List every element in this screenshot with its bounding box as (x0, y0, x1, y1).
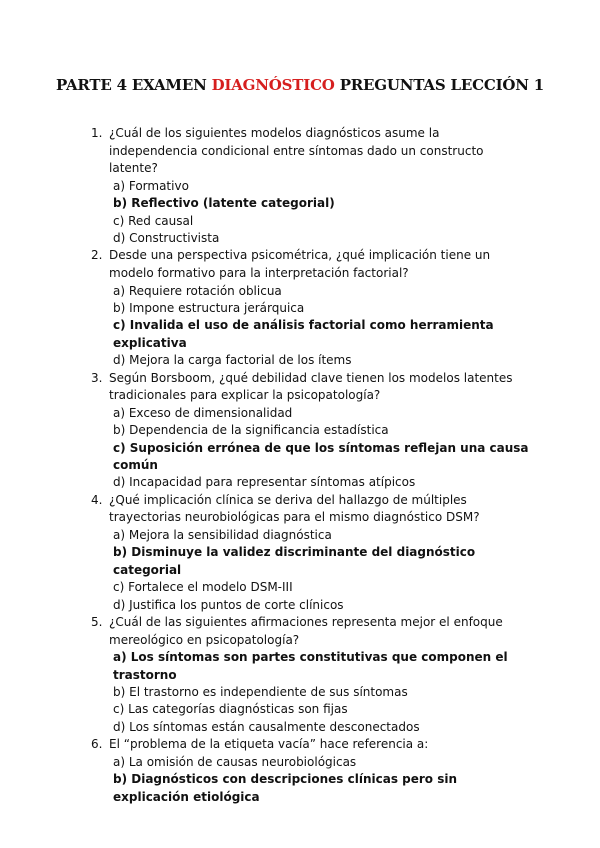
question-text: El “problema de la etiqueta vacía” hace referencia a: (109, 737, 429, 752)
question-text: Según Borsboom, ¿qué debilidad clave tienen los modelos latentes tradicionales para explicar la psicopatología? (109, 370, 513, 403)
question-text: ¿Cuál de los siguientes modelos diagnósticos asume la independencia condicional entre síntomas dado un constructo latente? (109, 126, 484, 176)
option-b-correct: b) Reflectivo (latente categorial) (113, 196, 335, 211)
option-a: a) Formativo (113, 178, 189, 193)
question-1 (91, 125, 531, 247)
option-b: b) El trastorno es independiente de sus síntomas (113, 685, 408, 700)
question-6 (91, 736, 531, 806)
option-c: c) Las categorías diagnósticas son fijas (113, 702, 348, 717)
question-2 (91, 247, 531, 369)
option-c: c) Fortalece el modelo DSM-III (113, 580, 293, 595)
title-highlight: DIAGNÓSTICO (211, 76, 335, 94)
question-3 (91, 370, 531, 492)
option-a-correct: a) Los síntomas son partes constitutivas que componen el trastorno (113, 650, 508, 682)
question-number: 4. (91, 492, 103, 507)
question-number: 1. (91, 126, 103, 140)
question-number: 5. (91, 615, 103, 630)
question-text: ¿Qué implicación clínica se deriva del hallazgo de múltiples trayectorias neurobiológicas para el mismo diagnóstico DSM? (109, 492, 480, 525)
option-d: d) Constructivista (113, 231, 220, 245)
question-5 (91, 614, 531, 736)
option-c-correct: c) Suposición errónea de que los síntomas reflejan una causa común (113, 440, 529, 473)
title-part-2: PREGUNTAS LECCIÓN 1 (334, 76, 545, 94)
page-title (0, 76, 600, 94)
option-b: b) Impone estructura jerárquica (113, 301, 305, 315)
option-d: d) Los síntomas están causalmente desconectados (113, 719, 420, 734)
option-a: a) Mejora la sensibilidad diagnóstica (113, 528, 332, 543)
question-number: 2. (91, 248, 103, 263)
option-d: d) Justifica los puntos de corte clínicos (113, 597, 344, 612)
question-number: 6. (91, 737, 103, 752)
question-list (91, 125, 531, 806)
option-d: d) Mejora la carga factorial de los ítems (113, 353, 352, 368)
option-b-correct: b) Diagnósticos con descripciones clínicas pero sin explicación etiológica (113, 772, 458, 804)
question-number: 3. (91, 370, 103, 385)
option-d: d) Incapacidad para representar síntomas atípicos (113, 475, 416, 490)
title-part-1: PARTE 4 EXAMEN (55, 76, 212, 94)
question-text: ¿Cuál de las siguientes afirmaciones representa mejor el enfoque mereológico en psicopatología? (109, 615, 503, 647)
option-a: a) Requiere rotación oblicua (113, 283, 282, 298)
option-a: a) La omisión de causas neurobiológicas (113, 754, 357, 769)
option-b: b) Dependencia de la significancia estadística (113, 423, 389, 438)
option-c-correct: c) Invalida el uso de análisis factorial como herramienta explicativa (113, 318, 494, 350)
question-text: Desde una perspectiva psicométrica, ¿qué implicación tiene un modelo formativo para la interpretación factorial? (109, 248, 491, 280)
option-a: a) Exceso de dimensionalidad (113, 405, 293, 420)
question-4 (91, 492, 531, 614)
option-c: c) Red causal (113, 213, 194, 228)
option-b-correct: b) Disminuye la validez discriminante del diagnóstico categorial (113, 545, 476, 577)
